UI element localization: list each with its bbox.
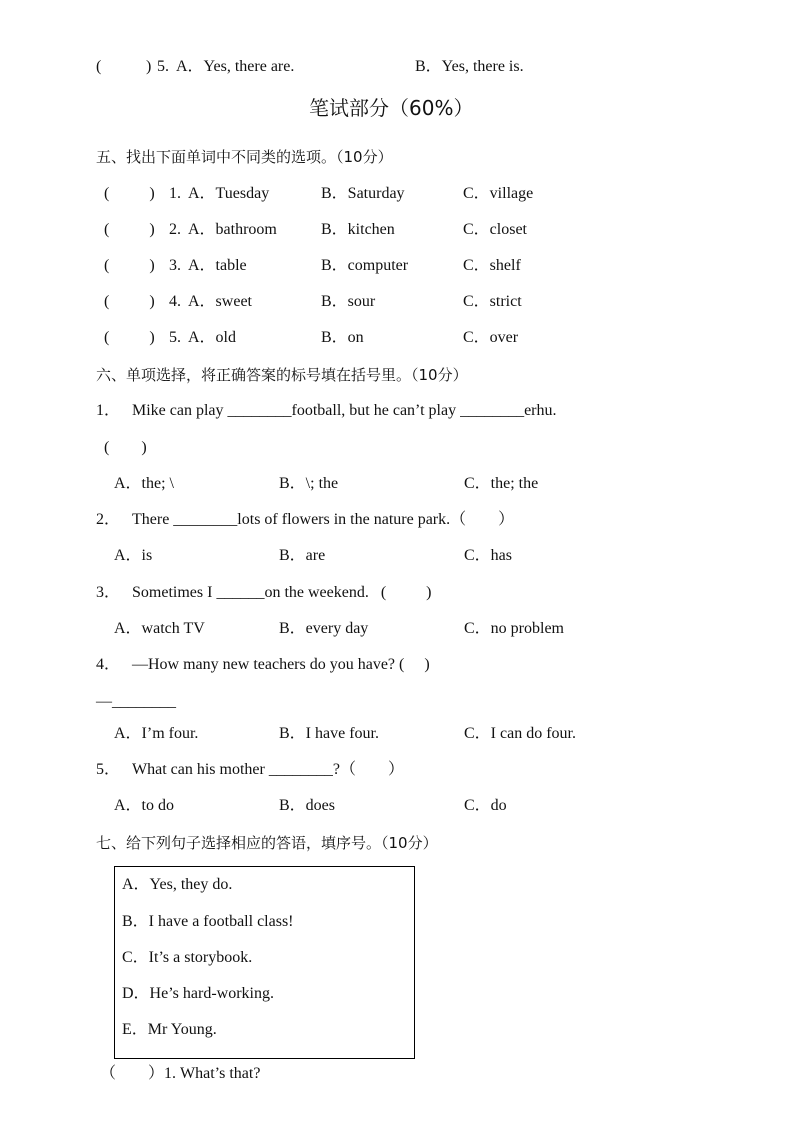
option-c: C．village bbox=[463, 185, 534, 202]
section-7-heading: 七、给下列句子选择相应的答语，填序号。（10分） bbox=[96, 834, 438, 852]
q4-option-b: B．I have four. bbox=[279, 725, 379, 742]
q1-option-c: C．the; the bbox=[464, 475, 539, 492]
q5-number: 5． bbox=[96, 761, 121, 778]
q1-option-b: B．\; the bbox=[279, 475, 339, 492]
item-number: 4. bbox=[169, 293, 181, 310]
option-b: B．computer bbox=[321, 257, 409, 274]
section-5-heading: 五、找出下面单词中不同类的选项。（10分） bbox=[96, 148, 393, 166]
q4-text: —How many new teachers do you have? ( ) bbox=[132, 656, 430, 673]
section-6-heading: 六、单项选择，将正确答案的标号填在括号里。（10分） bbox=[96, 366, 468, 384]
answer-paren: ( ) bbox=[104, 185, 155, 202]
q4-answer-line: —________ bbox=[96, 693, 176, 710]
option-a: A．Tuesday bbox=[188, 185, 270, 202]
q2-option-a: A．is bbox=[114, 547, 153, 564]
q1-option-a: A．the; \ bbox=[114, 475, 174, 492]
q5-option-c: C．do bbox=[464, 797, 507, 814]
answer-paren: ( ) bbox=[104, 329, 155, 346]
top-item-paren-close: ) bbox=[146, 58, 152, 75]
q4-option-c: C．I can do four. bbox=[464, 725, 576, 742]
q2-number: 2． bbox=[96, 511, 121, 528]
q3-option-a: A．watch TV bbox=[114, 620, 205, 637]
answer-option-a: A．Yes, they do. bbox=[122, 876, 233, 893]
option-b: B．on bbox=[321, 329, 364, 346]
option-b: B．kitchen bbox=[321, 221, 395, 238]
option-a: A．table bbox=[188, 257, 247, 274]
item-number: 1. bbox=[169, 185, 181, 202]
q2-option-b: B．are bbox=[279, 547, 326, 564]
q3-option-c: C．no problem bbox=[464, 620, 564, 637]
q1-text: Mike can play ________football, but he can’t play ________erhu. bbox=[132, 402, 557, 419]
q5-option-a: A．to do bbox=[114, 797, 175, 814]
answer-option-b: B．I have a football class! bbox=[122, 913, 294, 930]
answer-option-d: D．He’s hard-working. bbox=[122, 985, 274, 1002]
top-item-number: 5. bbox=[157, 58, 169, 75]
option-c: C．strict bbox=[463, 293, 522, 310]
q5-option-b: B．does bbox=[279, 797, 336, 814]
top-item-paren-open: ( bbox=[96, 58, 102, 75]
section-7-q1: （ ）1. What’s that? bbox=[100, 1065, 261, 1082]
item-number: 5. bbox=[169, 329, 181, 346]
option-c: C．over bbox=[463, 329, 519, 346]
q1-answer-paren: ( ) bbox=[104, 439, 147, 456]
q4-number: 4． bbox=[96, 656, 121, 673]
answer-paren: ( ) bbox=[104, 293, 155, 310]
option-b: B．Saturday bbox=[321, 185, 405, 202]
option-a: A．sweet bbox=[188, 293, 252, 310]
q3-text: Sometimes I ______on the weekend. ( ) bbox=[132, 584, 432, 601]
q3-option-b: B．every day bbox=[279, 620, 369, 637]
q5-text: What can his mother ________?（ ） bbox=[132, 761, 404, 778]
answer-paren: ( ) bbox=[104, 257, 155, 274]
q1-number: 1． bbox=[96, 402, 121, 419]
option-b: B．sour bbox=[321, 293, 376, 310]
answer-option-e: E．Mr Young. bbox=[122, 1021, 217, 1038]
answer-option-c: C．It’s a storybook. bbox=[122, 949, 253, 966]
option-c: C．closet bbox=[463, 221, 527, 238]
option-a: A．old bbox=[188, 329, 237, 346]
written-section-title: 笔试部分（60%） bbox=[309, 96, 474, 120]
item-number: 3. bbox=[169, 257, 181, 274]
item-number: 2. bbox=[169, 221, 181, 238]
q3-number: 3． bbox=[96, 584, 121, 601]
q4-option-a: A．I’m four. bbox=[114, 725, 199, 742]
q2-text: There ________lots of flowers in the nature park.（ ） bbox=[132, 511, 515, 528]
option-c: C．shelf bbox=[463, 257, 521, 274]
q2-option-c: C．has bbox=[464, 547, 513, 564]
top-item-option-a: A．Yes, there are. bbox=[176, 58, 295, 75]
option-a: A．bathroom bbox=[188, 221, 277, 238]
top-item-option-b: B．Yes, there is. bbox=[415, 58, 524, 75]
answer-paren: ( ) bbox=[104, 221, 155, 238]
